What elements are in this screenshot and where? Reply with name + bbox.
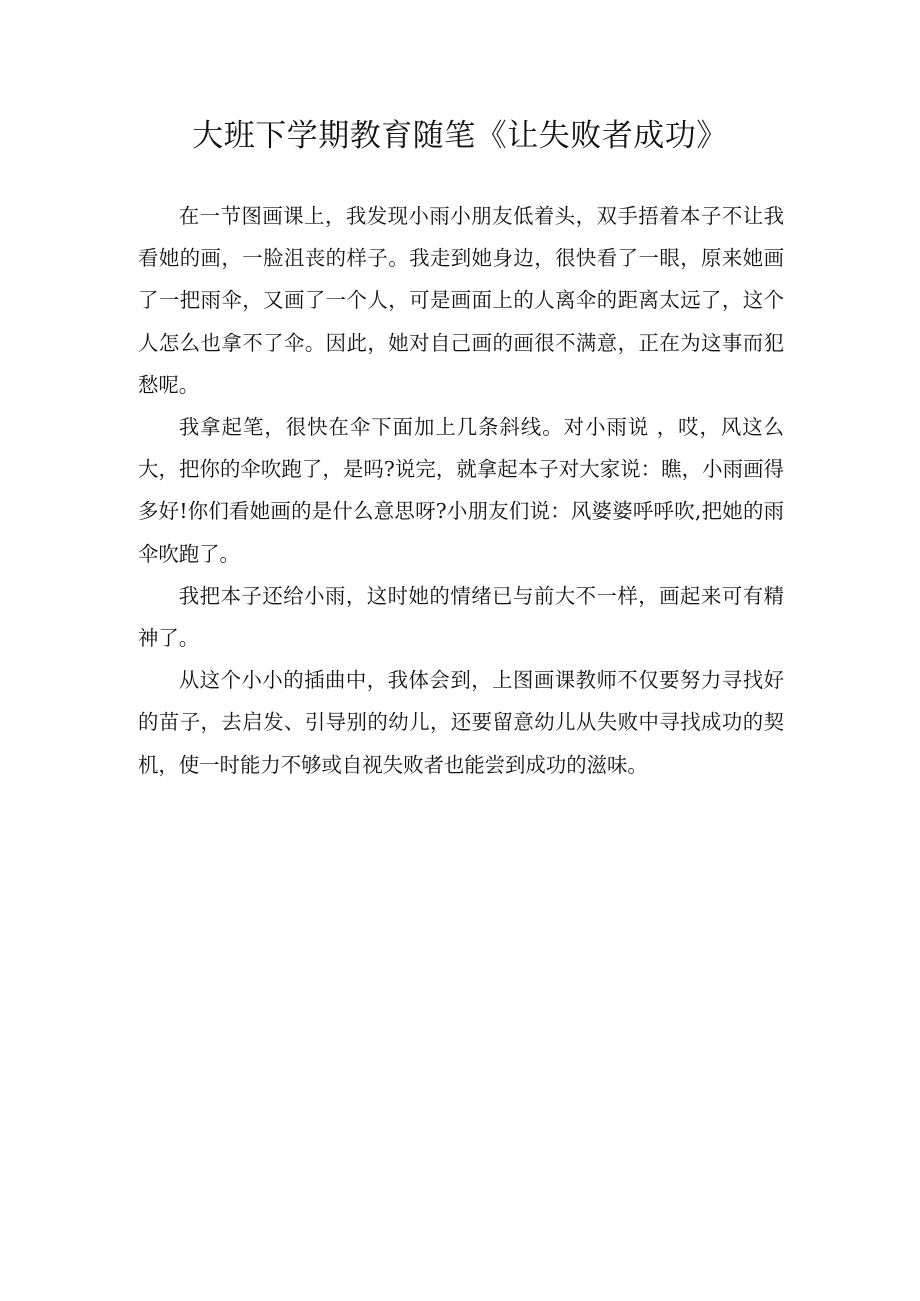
document-body <box>138 195 784 786</box>
document-title: 大班下学期教育随笔《让失败者成功》 <box>192 118 728 154</box>
paragraph-2: 我拿起笔，很快在伞下面加上几条斜线。对小雨说 ，哎，风这么大，把你的伞吹跑了，是吗?说完，就拿起本子对大家说：瞧，小雨画得多好!你们看她画的是什么意思呀?小朋友们说：风婆婆呼呼吹,把她的雨伞吹跑了。 <box>138 415 784 566</box>
paragraph-1: 在一节图画课上，我发现小雨小朋友低着头，双手捂着本子不让我看她的画，一脸沮丧的样子。我走到她身边，很快看了一眼，原来她画了一把雨伞，又画了一个人，可是画面上的人离伞的距离太远了，这个人怎么也拿不了伞。因此，她对自己画的画很不满意，正在为这事而犯愁呢。 <box>138 204 784 397</box>
paragraph-3: 我把本子还给小雨，这时她的情绪已与前大不一样，画起来可有精神了。 <box>138 583 784 651</box>
paragraph-4: 从这个小小的插曲中，我体会到，上图画课教师不仅要努力寻找好的苗子，去启发、引导别的幼儿，还要留意幼儿从失败中寻找成功的契机，使一时能力不够或自视失败者也能尝到成功的滋味。 <box>138 668 784 777</box>
